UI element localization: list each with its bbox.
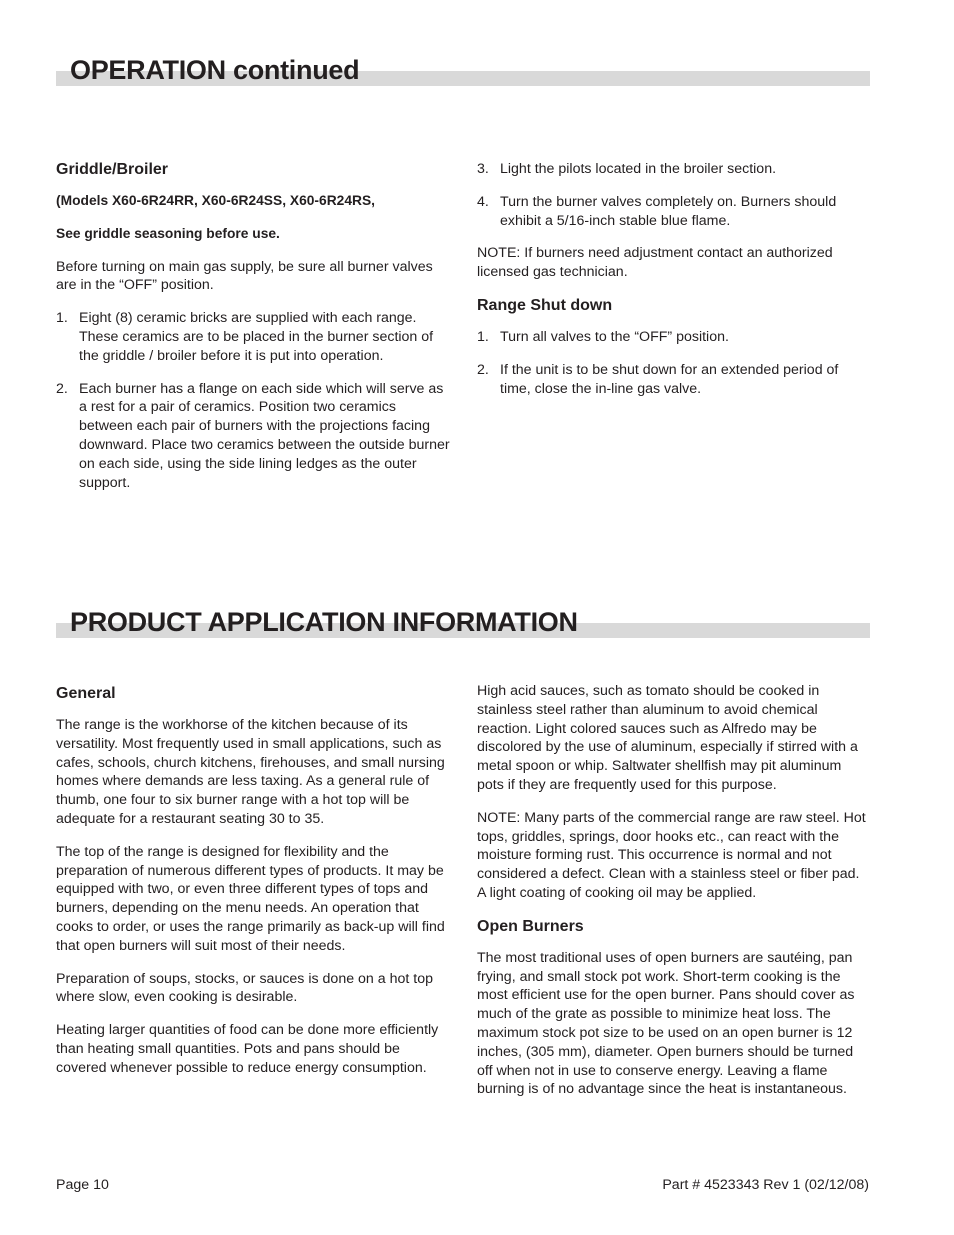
list-item-number: 2. (56, 380, 68, 397)
page-number: Page 10 (56, 1177, 109, 1193)
list-item-text: Turn all valves to the “OFF” position. (500, 328, 729, 345)
griddle-steps-list-continued (477, 160, 867, 230)
list-item-text: If the unit is to be shut down for an extended period of time, close the in-line gas valve. (500, 361, 839, 397)
list-item-number: 3. (477, 161, 489, 177)
general-paragraph: Preparation of soups, stocks, or sauces is done on a hot top where slow, even cooking is desirable. (56, 970, 433, 1006)
operation-right-column (477, 160, 867, 412)
seasoning-line: See griddle seasoning before use. (56, 225, 280, 241)
shutdown-steps-list (477, 328, 867, 398)
product-right-column (477, 682, 869, 1113)
part-number: Part # 4523343 Rev 1 (02/12/08) (662, 1177, 869, 1193)
list-item-number: 1. (56, 310, 68, 327)
product-section-title: PRODUCT APPLICATION INFORMATION (70, 607, 578, 637)
list-item-number: 4. (477, 193, 489, 210)
list-item (56, 380, 451, 493)
griddle-steps-list (56, 309, 451, 492)
range-shutdown-heading: Range Shut down (477, 296, 613, 314)
general-paragraph: The range is the workhorse of the kitchen because of its versatility. Most frequently used in small applications, such as cafes, schools, church kitchens, firehouses, and small nursing homes where demands are less taxing. As a general rule of thumb, one four to six burner range with a hot top will be adequate for a restaurant seating 30 to 35. (56, 717, 445, 827)
list-item-number: 2. (477, 361, 489, 378)
list-item-text: Each burner has a flange on each side which will serve as a rest for a pair of ceramics. Position two ceramics between each pair of burners with the projections facing downward. Place two ceramics between the outside burner on each side, using the side lining ledges as the outer support. (79, 380, 450, 491)
operation-section-title: OPERATION continued (70, 55, 360, 85)
list-item (477, 361, 867, 399)
raw-steel-note: NOTE: Many parts of the commercial range are raw steel. Hot tops, griddles, springs, door hooks etc., can react with the moisture forming rust. This occurrence is normal and not considered a defect. Clean with a stainless steel or fiber pad. A light coating of cooking oil may be applied. (477, 809, 866, 901)
list-item (477, 160, 867, 179)
operation-left-column (56, 160, 451, 506)
list-item-text: Turn the burner valves completely on. Burners should exhibit a 5/16-inch stable blue flame. (500, 193, 837, 229)
list-item-number: 1. (477, 328, 489, 345)
list-item (56, 309, 451, 365)
product-section-header (56, 598, 870, 638)
open-burners-heading: Open Burners (477, 917, 584, 935)
griddle-intro-paragraph: Before turning on main gas supply, be sure all burner valves are in the “OFF” position. (56, 258, 433, 294)
list-item-text: Light the pilots located in the broiler section. (500, 161, 777, 177)
open-burners-paragraph: The most traditional uses of open burners are sautéing, pan frying, and small stock pot work. Short-term cooking is the most efficient use for the open burner. Pans should cover as much of the grate as possible to minimize heat loss. The maximum stock pot size to be used on an open burner is 12 inches, (305 mm), diameter. Open burners should be turned off when not in use to conserve energy. Leaving a flame burning is of no advantage since the heat is instantaneous. (477, 949, 855, 1098)
griddle-broiler-heading: Griddle/Broiler (56, 161, 169, 178)
list-item (477, 193, 867, 231)
burner-adjustment-note: NOTE: If burners need adjustment contact an authorized licensed gas technician. (477, 245, 833, 281)
list-item (477, 328, 867, 347)
general-heading: General (56, 685, 116, 702)
operation-section-header (56, 46, 870, 86)
general-paragraph: The top of the range is designed for flexibility and the preparation of numerous different types of products. It may be equipped with two, or even three different types of tops and burners, depending on the menu needs. An operation that cooks to order, or uses the range primarily as back-up will find that open burners will suit most of their needs. (56, 843, 445, 954)
product-left-column (56, 684, 451, 1092)
acid-sauces-paragraph: High acid sauces, such as tomato should be cooked in stainless steel rather than aluminum to avoid chemical reaction. Light colored sauces such as Alfredo may be discolored by the use of aluminum, especially if stirred with a metal spoon or whip. Saltwater shellfish may pit aluminum pots if they are frequently used for this purpose. (477, 683, 858, 793)
list-item-text: Eight (8) ceramic bricks are supplied with each range. These ceramics are to be placed in the burner section of the griddle / broiler before it is put into operation. (79, 310, 434, 364)
models-line: (Models X60-6R24RR, X60-6R24SS, X60-6R24RS, (56, 193, 375, 208)
general-paragraph: Heating larger quantities of food can be done more efficiently than heating small quantities. Pots and pans should be covered whenever possible to reduce energy consumption. (56, 1022, 439, 1076)
